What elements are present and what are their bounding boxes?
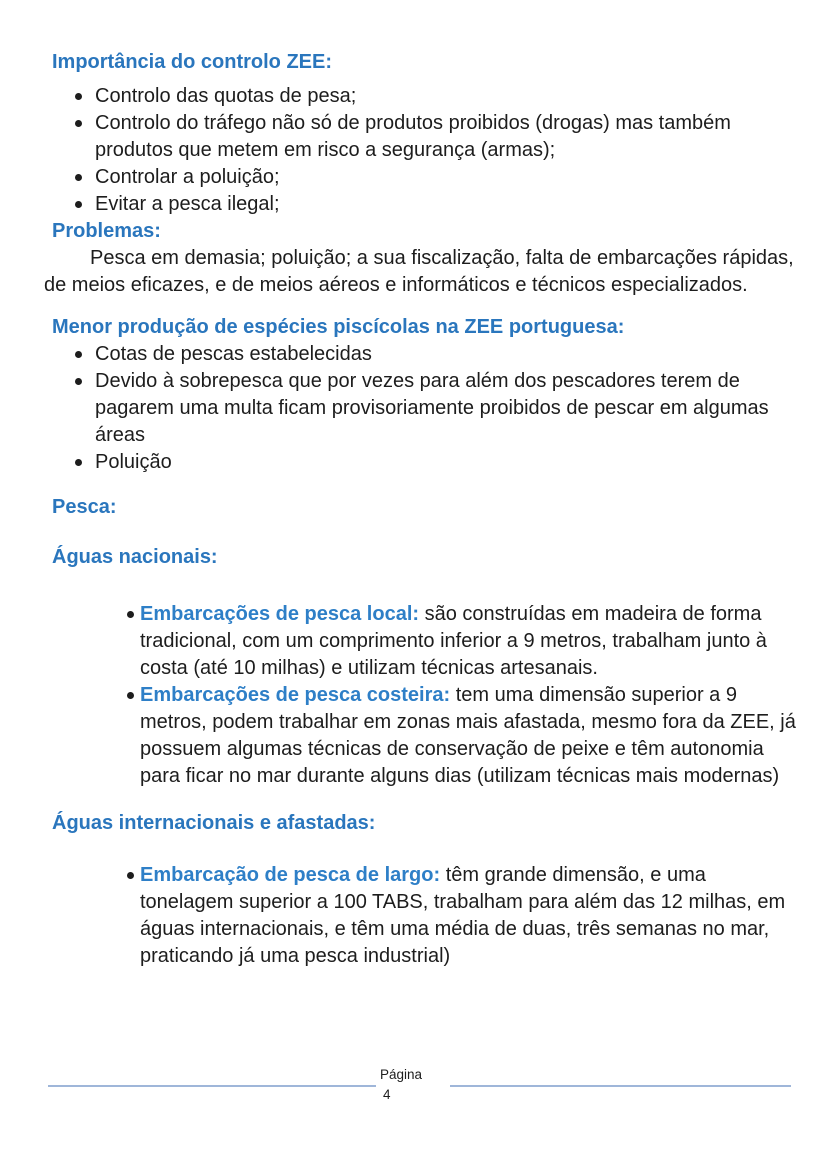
aguas-internacionais-list <box>44 862 800 970</box>
heading-menor-producao: Menor produção de espécies piscícolas na ZEE portuguesa: <box>52 316 625 338</box>
footer-rule-left <box>48 1085 376 1087</box>
list-item-text: Cotas de pescas estabelecidas <box>95 343 372 365</box>
list-item-lead: Embarcações de pesca costeira: <box>140 684 451 706</box>
bullet-icon <box>75 174 82 181</box>
list-item-text: Devido à sobrepesca que por vezes para além dos pescadores terem de pagarem uma multa ficam provisoriamente proibidos de pescar em algumas áreas <box>95 370 769 446</box>
bullet-icon <box>75 351 82 358</box>
list-item-text: Controlar a poluição; <box>95 166 280 188</box>
list-item-text: tem uma dimensão superior a 9 metros, podem trabalhar em zonas mais afastada, mesmo fora da ZEE, já possuem algumas técnicas de conservação de peixe e têm autonomia para ficar no mar durante alguns dias (utilizam técnicas mais modernas) <box>140 684 796 787</box>
list-item-text: Controlo do tráfego não só de produtos proibidos (drogas) mas também produtos que metem em risco a segurança (armas); <box>95 112 731 161</box>
list-item-text: Poluição <box>95 451 172 473</box>
bullet-icon <box>75 459 82 466</box>
importancia-list <box>44 83 800 218</box>
menor-producao-list <box>44 341 800 476</box>
aguas-nacionais-list <box>44 601 800 790</box>
footer-rule-right <box>450 1085 791 1087</box>
list-item-lead: Embarcações de pesca local: <box>140 603 420 625</box>
list-item <box>44 862 800 970</box>
bullet-icon <box>75 120 82 127</box>
list-item-lead: Embarcação de pesca de largo: <box>140 864 441 886</box>
footer-label: Página <box>380 1067 423 1082</box>
list-item <box>44 601 800 682</box>
bullet-icon <box>127 872 134 879</box>
list-item <box>44 682 800 790</box>
list-item <box>44 449 800 476</box>
heading-aguas-internacionais: Águas internacionais e afastadas: <box>52 812 376 834</box>
heading-problemas: Problemas: <box>52 220 161 242</box>
heading-importancia-controlo-zee: Importância do controlo ZEE: <box>52 51 333 73</box>
bullet-icon <box>127 692 134 699</box>
list-item-text: Controlo das quotas de pesa; <box>95 85 357 107</box>
list-item <box>44 191 800 218</box>
list-item <box>44 110 800 164</box>
list-item-text: têm grande dimensão, e uma tonelagem superior a 100 TABS, trabalham para além das 12 milhas, em águas internacionais, e têm uma média de duas, três semanas no mar, praticando já uma pesca industrial) <box>140 864 786 967</box>
heading-aguas-nacionais: Águas nacionais: <box>52 546 218 568</box>
list-item-text: Evitar a pesca ilegal; <box>95 193 280 215</box>
bullet-icon <box>75 201 82 208</box>
list-item <box>44 164 800 191</box>
list-item-text: são construídas em madeira de forma tradicional, com um comprimento inferior a 9 metros, trabalham junto à costa (até 10 milhas) e utilizam técnicas artesanais. <box>140 603 767 679</box>
page-footer <box>0 1062 828 1122</box>
list-item <box>44 368 800 449</box>
bullet-icon <box>75 93 82 100</box>
heading-pesca: Pesca: <box>52 496 117 518</box>
bullet-icon <box>127 611 134 618</box>
list-item <box>44 83 800 110</box>
bullet-icon <box>75 378 82 385</box>
problemas-paragraph: Pesca em demasia; poluição; a sua fiscalização, falta de embarcações rápidas, de meios eficazes, e de meios aéreos e informáticos e técnicos especializados. <box>44 247 794 296</box>
footer-page-number: 4 <box>383 1087 391 1102</box>
footer-text <box>380 1065 422 1105</box>
list-item <box>44 341 800 368</box>
